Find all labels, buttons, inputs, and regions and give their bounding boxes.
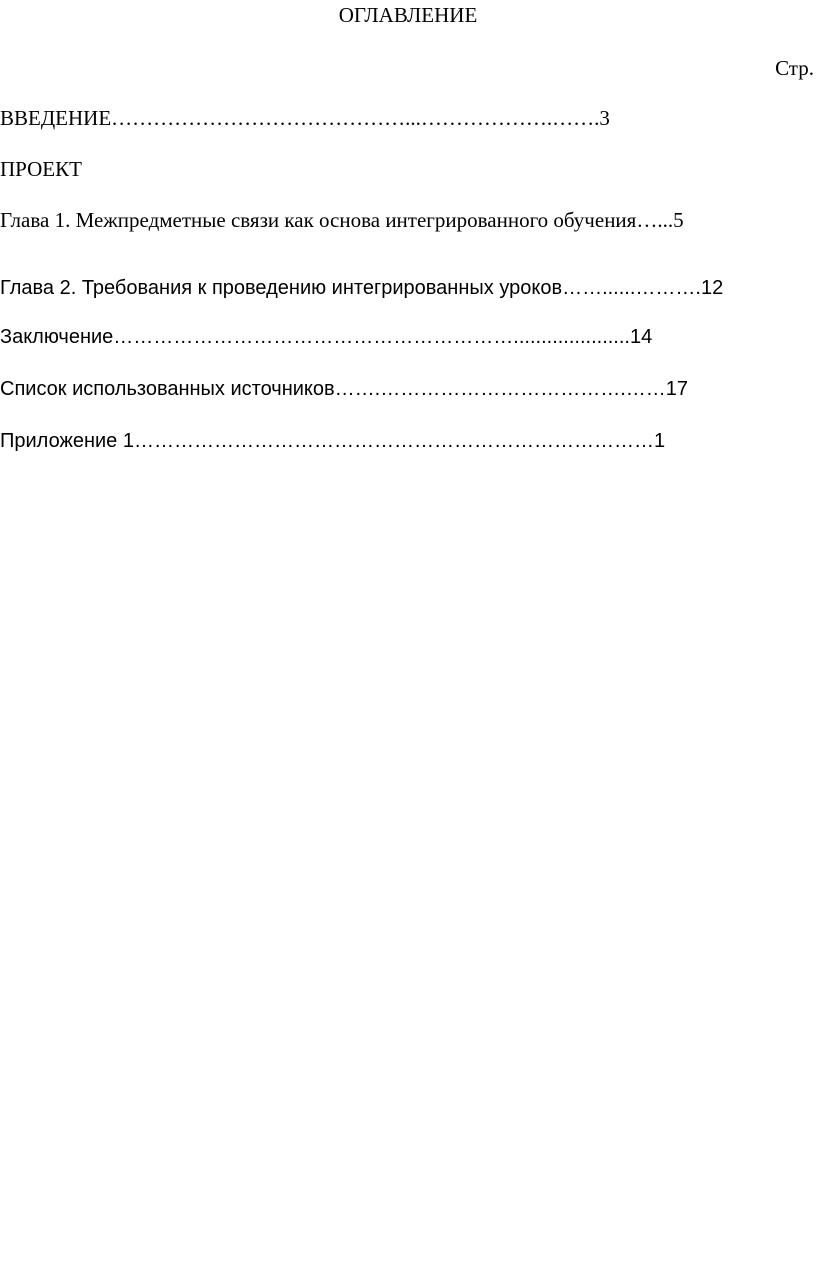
toc-entry-introduction: ВВЕДЕНИЕ……………………………………...……………….…….3 <box>0 106 610 130</box>
toc-entry-project: ПРОЕКТ <box>0 157 82 181</box>
toc-title: ОГЛАВЛЕНИЕ <box>338 3 478 27</box>
toc-entry-appendix-1: Приложение 1……………………………………………………………………1 <box>0 430 666 452</box>
toc-entry-chapter-2: Глава 2. Требования к проведению интегрированных уроков……......……….12 <box>0 277 724 299</box>
toc-entry-chapter-1: Глава 1. Межпредметные связи как основа интегрированного обучения…...5 <box>0 208 684 232</box>
toc-entry-conclusion: Заключение…………………………………………………….....................14 <box>0 326 653 348</box>
page-column-label: Стр. <box>775 56 814 80</box>
toc-entry-sources: Список использованных источников…….……………………………….……17 <box>0 378 688 400</box>
